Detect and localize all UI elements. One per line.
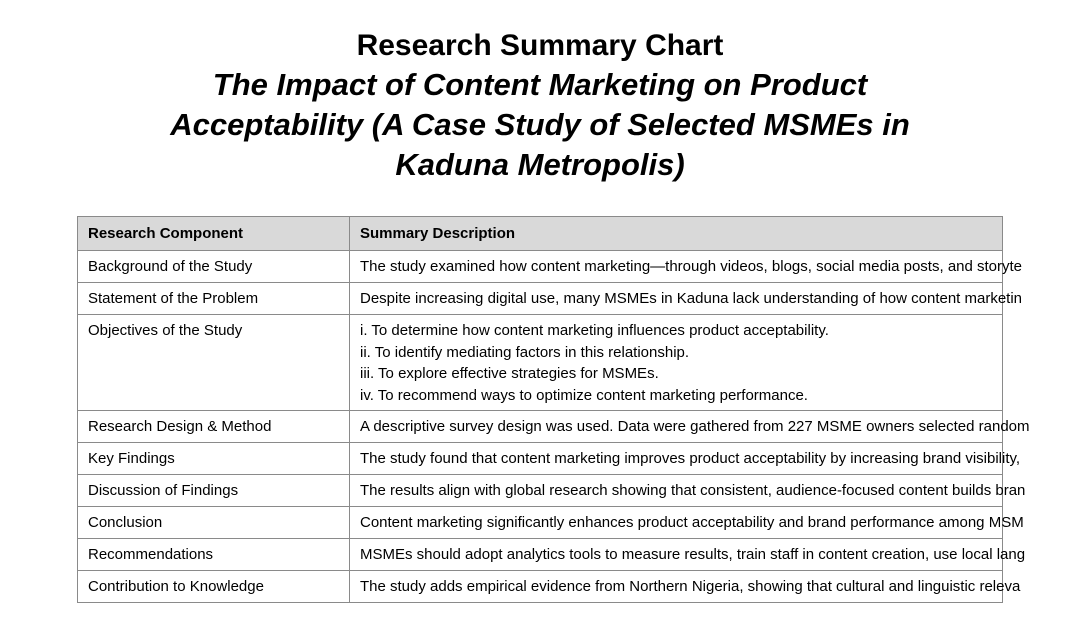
description-cell: MSMEs should adopt analytics tools to measure results, train staff in content creation, use local lang [350, 539, 1003, 571]
column-header-description: Summary Description [350, 217, 1003, 251]
description-cell: The study adds empirical evidence from Northern Nigeria, showing that cultural and linguistic releva [350, 571, 1003, 603]
document-subtitle-line: Kaduna Metropolis) [395, 147, 685, 182]
document-heading [0, 26, 1080, 185]
document-subtitle-line: The Impact of Content Marketing on Product [212, 67, 868, 102]
table-row [78, 251, 1080, 283]
component-cell: Recommendations [78, 539, 350, 571]
description-cell: A descriptive survey design was used. Data were gathered from 227 MSME owners selected random [350, 411, 1003, 443]
table-row [78, 507, 1080, 539]
research-summary-table [77, 216, 1080, 603]
component-cell: Conclusion [78, 507, 350, 539]
component-cell: Statement of the Problem [78, 283, 350, 315]
table-row [78, 539, 1080, 571]
summary-table-container [77, 216, 1080, 609]
component-cell: Contribution to Knowledge [78, 571, 350, 603]
objective-item: iii. To explore effective strategies for MSMEs. [360, 365, 659, 382]
table-row [78, 475, 1080, 507]
table-row [78, 443, 1080, 475]
component-cell: Key Findings [78, 443, 350, 475]
table-row [78, 571, 1080, 603]
component-cell: Background of the Study [78, 251, 350, 283]
objective-item: ii. To identify mediating factors in this relationship. [360, 343, 690, 361]
description-cell [350, 315, 1003, 411]
table-row [78, 283, 1080, 315]
description-cell: The study found that content marketing improves product acceptability by increasing brand visibility, [350, 443, 1003, 475]
column-header-component: Research Component [78, 217, 350, 251]
objective-item: i. To determine how content marketing influences product acceptability. [360, 322, 829, 339]
table-row [78, 315, 1080, 411]
component-cell: Objectives of the Study [78, 315, 350, 411]
component-cell: Research Design & Method [78, 411, 350, 443]
document-subtitle-line: Acceptability (A Case Study of Selected MSMEs in [170, 107, 910, 142]
table-row [78, 411, 1080, 443]
table-header-row [78, 217, 1080, 251]
component-cell: Discussion of Findings [78, 475, 350, 507]
description-cell: The results align with global research showing that consistent, audience-focused content builds bran [350, 475, 1003, 507]
description-cell: The study examined how content marketing—through videos, blogs, social media posts, and storyte [350, 251, 1003, 283]
document-title: Research Summary Chart [356, 29, 724, 62]
objective-item: iv. To recommend ways to optimize content marketing performance. [360, 386, 808, 404]
description-cell: Content marketing significantly enhances product acceptability and brand performance among MSM [350, 507, 1003, 539]
description-cell: Despite increasing digital use, many MSMEs in Kaduna lack understanding of how content marketin [350, 283, 1003, 315]
